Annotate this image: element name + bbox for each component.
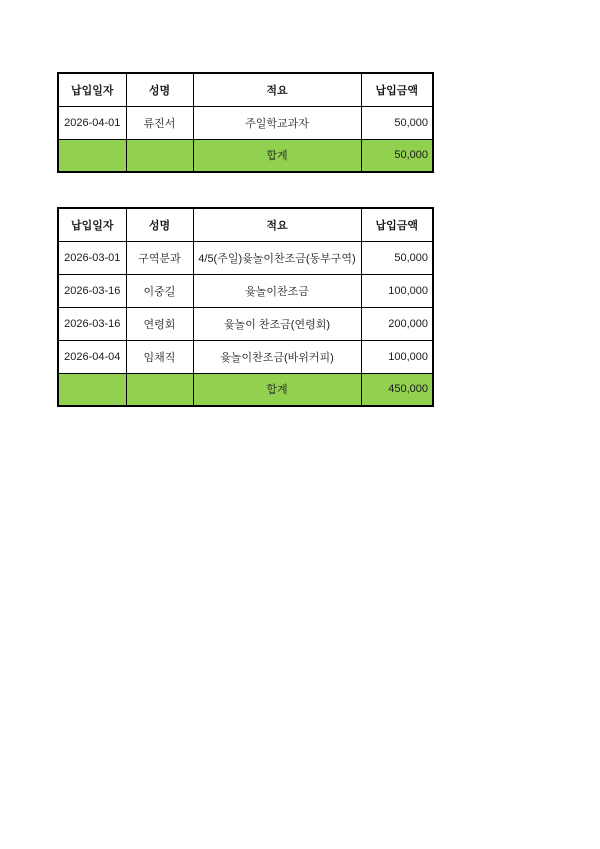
column-header-amount: 납입금액	[361, 73, 433, 106]
table-row	[58, 106, 433, 139]
description-cell: 윷놀이찬조금	[193, 274, 361, 307]
total-row	[58, 373, 433, 406]
amount-cell: 50,000	[361, 241, 433, 274]
column-header-name: 성명	[126, 73, 193, 106]
header-row	[58, 73, 433, 106]
column-header-date: 납입일자	[58, 73, 126, 106]
amount-cell: 100,000	[361, 274, 433, 307]
payment-table-2	[57, 207, 434, 407]
total-label-cell: 합계	[193, 373, 361, 406]
date-cell: 2026-03-01	[58, 241, 126, 274]
total-empty-cell	[58, 373, 126, 406]
total-empty-cell	[126, 139, 193, 172]
table-row	[58, 340, 433, 373]
column-header-description: 적요	[193, 208, 361, 241]
column-header-name: 성명	[126, 208, 193, 241]
table-row	[58, 307, 433, 340]
total-amount-cell: 50,000	[361, 139, 433, 172]
description-cell: 주일학교과자	[193, 106, 361, 139]
total-empty-cell	[126, 373, 193, 406]
description-cell: 윷놀이찬조금(바위커피)	[193, 340, 361, 373]
name-cell: 류진서	[126, 106, 193, 139]
column-header-date: 납입일자	[58, 208, 126, 241]
total-label-cell: 합계	[193, 139, 361, 172]
column-header-description: 적요	[193, 73, 361, 106]
payment-table-1	[57, 72, 434, 173]
date-cell: 2026-04-04	[58, 340, 126, 373]
table-row	[58, 274, 433, 307]
total-row	[58, 139, 433, 172]
column-header-amount: 납입금액	[361, 208, 433, 241]
name-cell: 임채직	[126, 340, 193, 373]
name-cell: 연령회	[126, 307, 193, 340]
date-cell: 2026-04-01	[58, 106, 126, 139]
name-cell: 구역분과	[126, 241, 193, 274]
total-empty-cell	[58, 139, 126, 172]
description-cell: 4/5(주일)윷놀이찬조금(동부구역)	[193, 241, 361, 274]
name-cell: 이중길	[126, 274, 193, 307]
date-cell: 2026-03-16	[58, 274, 126, 307]
total-amount-cell: 450,000	[361, 373, 433, 406]
amount-cell: 50,000	[361, 106, 433, 139]
amount-cell: 200,000	[361, 307, 433, 340]
date-cell: 2026-03-16	[58, 307, 126, 340]
header-row	[58, 208, 433, 241]
description-cell: 윷놀이 찬조금(연령회)	[193, 307, 361, 340]
table-row	[58, 241, 433, 274]
amount-cell: 100,000	[361, 340, 433, 373]
